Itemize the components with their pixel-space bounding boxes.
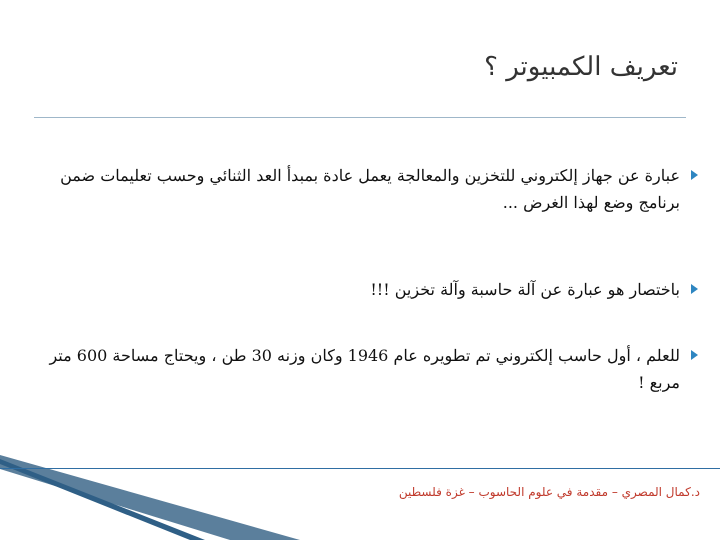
triangle-bullet-icon <box>691 284 698 294</box>
bullet-item-2 <box>28 276 680 303</box>
bullet-text-2: باختصار هو عبارة عن آلة حاسبة وآلة تخزين !!! <box>370 280 680 299</box>
bullet-text-1: عبارة عن جهاز إلكتروني للتخزين والمعالجة يعمل عادة بمبدأ العد الثنائي وحسب تعليمات ضمن برنامج وضع لهذا الغرض ... <box>60 166 680 212</box>
footer-credit: د.كمال المصري – مقدمة في علوم الحاسوب – غزة فلسطين <box>398 485 700 499</box>
bullet-text-3: للعلم ، أول حاسب إلكتروني تم تطويره عام 1946 وكان وزنه 30 طن ، ويحتاج مساحة 600 متر مربع ! <box>49 346 680 392</box>
bullet-item-1 <box>28 162 680 216</box>
bullet-item-3 <box>28 342 680 396</box>
triangle-bullet-icon <box>691 170 698 180</box>
footer-divider <box>0 468 720 469</box>
title-divider <box>34 117 686 118</box>
slide-title: تعريف الكمبيوتر ؟ <box>484 52 678 82</box>
triangle-bullet-icon <box>691 350 698 360</box>
